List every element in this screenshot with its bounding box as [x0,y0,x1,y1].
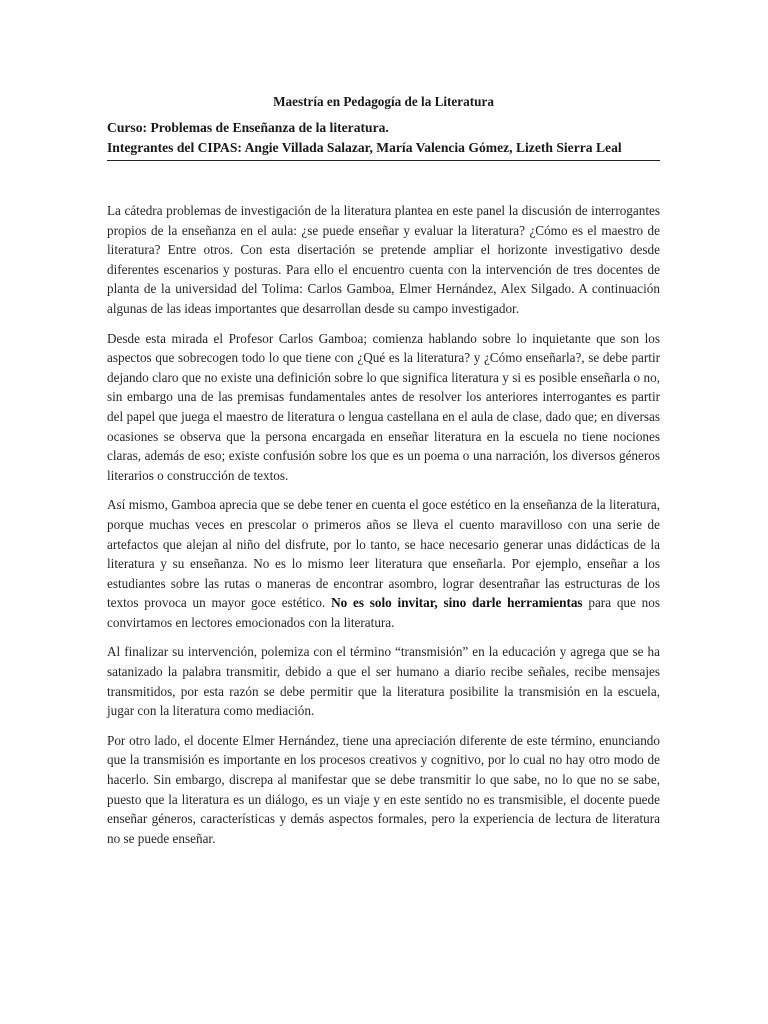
document-body [107,201,660,848]
paragraph-text-before: Así mismo, Gamboa aprecia que se debe tener en cuenta el goce estético en la enseñanza de la literatura, porque muchas veces en prescolar o primeros años se lleva el cuento maravilloso con una serie de artefactos que alejan al niño del disfrute, por lo tanto, se hace necesario generar unas didácticas de la literatura y su enseñanza. No es lo mismo leer literatura que enseñarla. Por ejemplo, enseñar a los estudiantes sobre las rutas o maneras de encontrar asombro, lograr desentrañar las estructuras de los textos provoca un mayor goce estético. [107,497,660,611]
members-value: Angie Villada Salazar, María Valencia Gómez, Lizeth Sierra Leal [244,140,622,155]
document-page [107,92,660,858]
paragraph-intro: La cátedra problemas de investigación de la literatura plantea en este panel la discusión de interrogantes propios de la enseñanza en el aula: ¿se puede enseñar y evaluar la literatura? ¿Cómo es el maestro de literatura? Entre otros. Con esta disertación se pretende ampliar el horizonte investigativo desde diferentes escenarios y posturas. Para ello el encuentro cuenta con la intervención de tres docentes de planta de la universidad del Tolima: Carlos Gamboa, Elmer Hernández, Alex Silgado. A continuación algunas de las ideas importantes que desarrollan desde su campo investigador. [107,203,660,316]
course-value: Problemas de Enseñanza de la literatura. [150,120,389,135]
members-line [107,138,660,158]
document-title: Maestría en Pedagogía de la Literatura [273,94,494,109]
course-label: Curso: [107,120,148,135]
paragraph-bold-phrase: No es solo invitar, sino darle herramientas [331,595,583,611]
course-line [107,118,660,138]
paragraph-transmision: Al finalizar su intervención, polemiza con el término “transmisión” en la educación y agrega que se ha satanizado la palabra transmitir, debido a que el ser humano a diario recibe señales, recibe mensajes transmitidos, por esta razón se debe permitir que la literatura posibilite la transmisión en la escuela, jugar con la literatura como mediación. [107,644,660,719]
paragraph-text-after: para que nos convirtamos en lectores emocionados con la literatura. [107,595,660,630]
header-divider [107,160,660,161]
members-label: Integrantes del CIPAS: [107,140,242,155]
paragraph-gamboa-goce [107,495,660,632]
paragraph-gamboa-definition: Desde esta mirada el Profesor Carlos Gamboa; comienza hablando sobre lo inquietante que son los aspectos que sobrecogen todo lo que tiene con ¿Qué es la literatura? y ¿Cómo enseñarla?, se debe partir dejando claro que no existe una definición sobre lo que significa literatura y si es posible enseñarla o no, sin embargo una de las premisas fundamentales antes de resolver los anteriores interrogantes es partir del papel que juega el maestro de literatura o lengua castellana en el aula de clase, dado que; en diversas ocasiones se observa que la persona encargada en enseñar literatura en la escuela no tiene nociones claras, además de eso; existe confusión sobre los que es un poema o una narración, los diversos géneros literarios o construcción de textos. [107,330,660,483]
paragraph-hernandez: Por otro lado, el docente Elmer Hernández, tiene una apreciación diferente de este término, enunciando que la transmisión es importante en los procesos creativos y cognitivo, por lo cual no hay otro modo de hacerlo. Sin embargo, discrepa al manifestar que se debe transmitir lo que sabe, no lo que no se sabe, puesto que la literatura es un diálogo, es un viaje y en este sentido no es transmisible, el docente puede enseñar géneros, características y demás aspectos formales, pero la experiencia de lectura de literatura no se puede enseñar. [107,732,660,846]
